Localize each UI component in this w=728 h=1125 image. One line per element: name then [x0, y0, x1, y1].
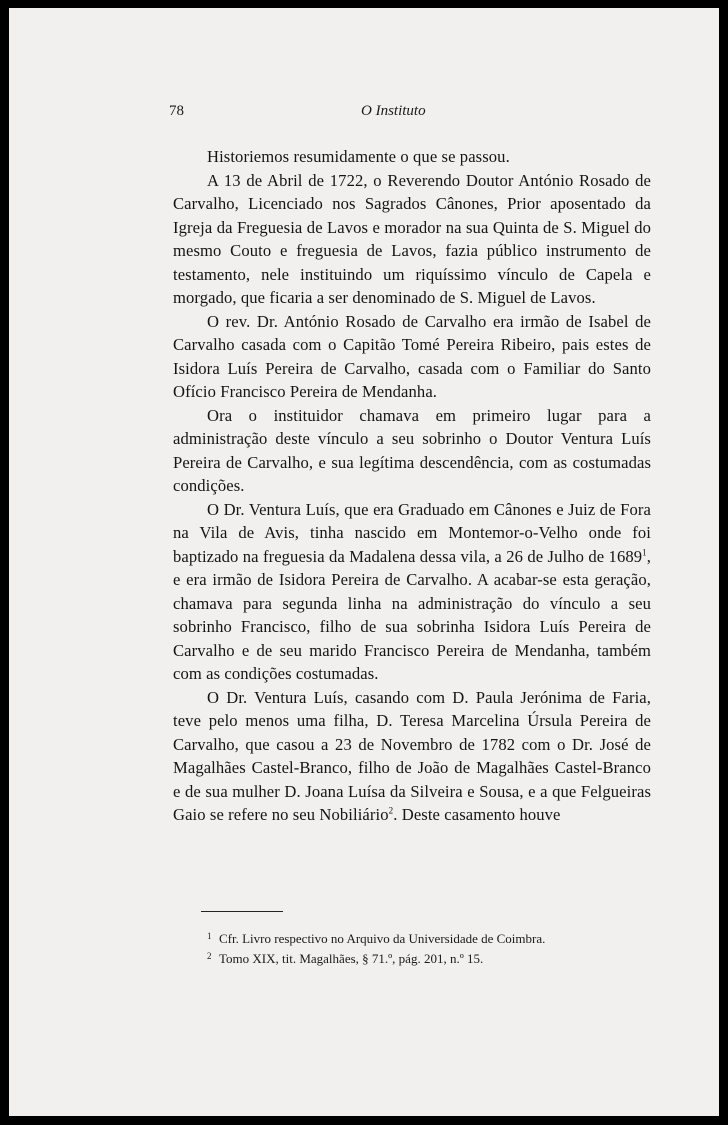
footnote-2 [207, 949, 659, 969]
paragraph-5 [173, 498, 651, 686]
paragraph-2-text: A 13 de Abril de 1722, o Reverendo Doutor António Rosado de Carvalho, Licenciado nos Sagrados Cânones, Prior aposentado da Igreja da Freguesia de Lavos e morador na sua Quinta de S. Miguel do mesmo Couto e freguesia de Lavos, fazia público instrumento de testamento, nele instituindo um riquíssimo vínculo de Capela e morgado, que ficaria a ser denominado de S. Miguel de Lavos. [173, 170, 651, 307]
paragraph-3-text: O rev. Dr. António Rosado de Carvalho era irmão de Isabel de Carvalho casada com o Capitão Tomé Pereira Ribeiro, pais estes de Isidora Luís Pereira de Carvalho, casada com o Familiar do Santo Ofício Francisco Pereira de Mendanha. [173, 311, 651, 401]
paragraph-2 [173, 169, 651, 310]
paragraph-6-text-after: . Deste casamento houve [393, 805, 561, 824]
footnote-2-text: Tomo XIX, tit. Magalhães, § 71.º, pág. 201, n.º 15. [219, 951, 484, 966]
paragraph-6 [173, 686, 651, 827]
footnote-2-mark: 2 [207, 951, 212, 961]
paragraph-6-text-before: O Dr. Ventura Luís, casando com D. Paula Jerónima de Faria, teve pelo menos uma filha, D. Teresa Marcelina Úrsula Pereira de Carvalho, que casou a 23 de Novembro de 1782 com o Dr. José de Magalhães Castel-Branco, filho de João de Magalhães Castel-Branco e de sua mulher D. Joana Luísa da Silveira e Sousa, e a que Felgueiras Gaio se refere no seu Nobiliário [173, 687, 651, 824]
footnote-ref-2: 2 [388, 805, 394, 816]
page-header [9, 103, 719, 125]
document-page [9, 8, 719, 1116]
footnotes [207, 929, 659, 969]
footnote-1-text: Cfr. Livro respectivo no Arquivo da Universidade de Coimbra. [219, 931, 546, 946]
paragraph-4-text: Ora o instituidor chamava em primeiro lugar para a administração deste vínculo a seu sobrinho o Doutor Ventura Luís Pereira de Carvalho, e sua legítima descendência, com as costumadas condições. [173, 405, 651, 495]
page-number: 78 [169, 103, 184, 119]
body-text [173, 145, 651, 827]
paragraph-5-text-after: , e era irmão de Isidora Pereira de Carvalho. A acabar-se esta geração, chamava para segunda linha na administração do vínculo a seu sobrinho Francisco, filho de sua sobrinha Isidora Luís Pereira de Carvalho e de seu marido Francisco Pereira de Mendanha, também com as condições costumadas. [173, 546, 651, 683]
paragraph-5-text-before: O Dr. Ventura Luís, que era Graduado em Cânones e Juiz de Fora na Vila de Avis, tinha nascido em Montemor-o-Velho onde foi baptizado na freguesia da Madalena dessa vila, a 26 de Julho de 1689 [173, 499, 651, 566]
paragraph-1 [173, 145, 651, 169]
footnote-1-mark: 1 [207, 931, 212, 941]
paragraph-1-text: Historiemos resumidamente o que se passou. [207, 147, 510, 166]
footnote-divider [201, 911, 283, 912]
paragraph-4 [173, 404, 651, 498]
footnote-ref-1: 1 [642, 546, 647, 557]
paragraph-3 [173, 310, 651, 404]
footnote-1 [207, 929, 659, 949]
running-title: O Instituto [361, 103, 426, 119]
